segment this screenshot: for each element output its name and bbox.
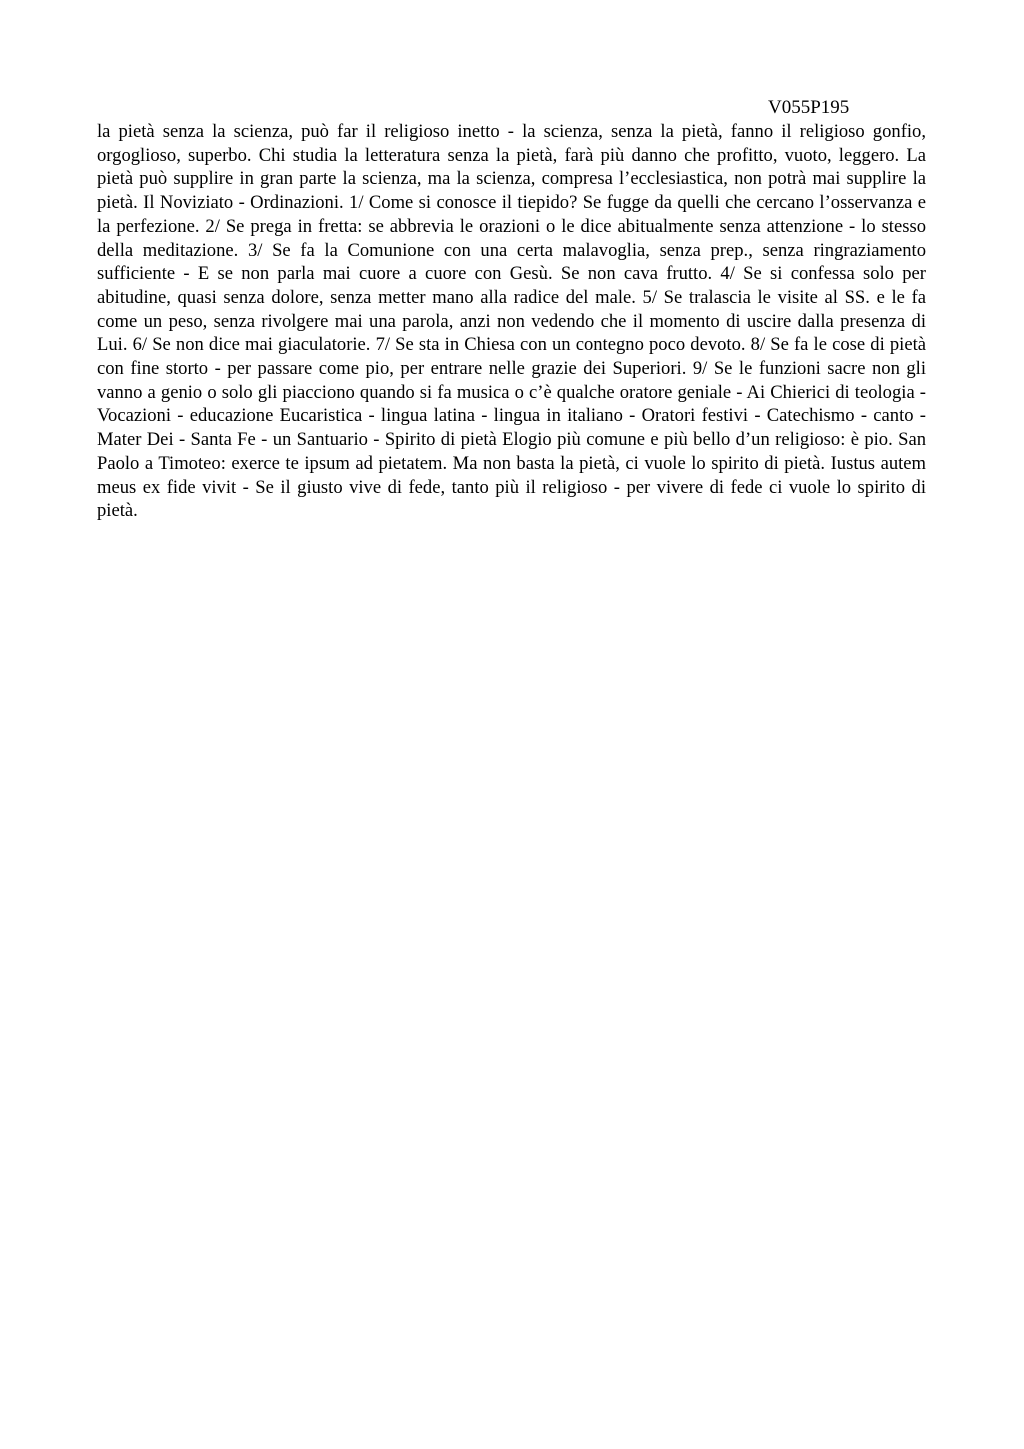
page-identifier: V055P195 [768, 97, 850, 118]
body-paragraph: la pietà senza la scienza, può far il religioso inetto - la scienza, senza la pietà, fanno il religioso gonfio, orgoglioso, superbo. Chi studia la letteratura senza la pietà, farà più danno che profitto, vuoto, leggero. La pietà può supplire in gran parte la scienza, ma la scienza, compresa l’ecclesiastica, non potrà mai supplire la pietà. Il Noviziato - Ordinazioni. 1/ Come si conosce il tiepido? Se fugge da quelli che cercano l’osservanza e la perfezione. 2/ Se prega in fretta: se abbrevia le orazioni o le dice abitualmente senza attenzione - lo stesso della meditazione. 3/ Se fa la Comunione con una certa malavoglia, senza prep., senza ringraziamento sufficiente - E se non parla mai cuore a cuore con Gesù. Se non cava frutto. 4/ Se si confessa solo per abitudine, quasi senza dolore, senza metter mano alla radice del male. 5/ Se tralascia le visite al SS. e le fa come un peso, senza rivolgere mai una parola, anzi non vedendo che il momento di uscire dalla presenza di Lui. 6/ Se non dice mai giaculatorie. 7/ Se sta in Chiesa con un contegno poco devoto. 8/ Se fa le cose di pietà con fine storto - per passare come pio, per entrare nelle grazie dei Superiori. 9/ Se le funzioni sacre non gli vanno a genio o solo gli piacciono quando si fa musica o c’è qualche oratore geniale - Ai Chierici di teologia - Vocazioni - educazione Eucaristica - lingua latina - lingua in italiano - Oratori festivi - Catechismo - canto - Mater Dei - Santa Fe - un Santuario - Spirito di pietà Elogio più comune e più bello d’un religioso: è pio. San Paolo a Timoteo: exerce te ipsum ad pietatem. Ma non basta la pietà, ci vuole lo spirito di pietà. Iustus autem meus ex fide vivit - Se il giusto vive di fede, tanto più il religioso - per vivere di fede ci vuole lo spirito di pietà. [97, 121, 926, 522]
